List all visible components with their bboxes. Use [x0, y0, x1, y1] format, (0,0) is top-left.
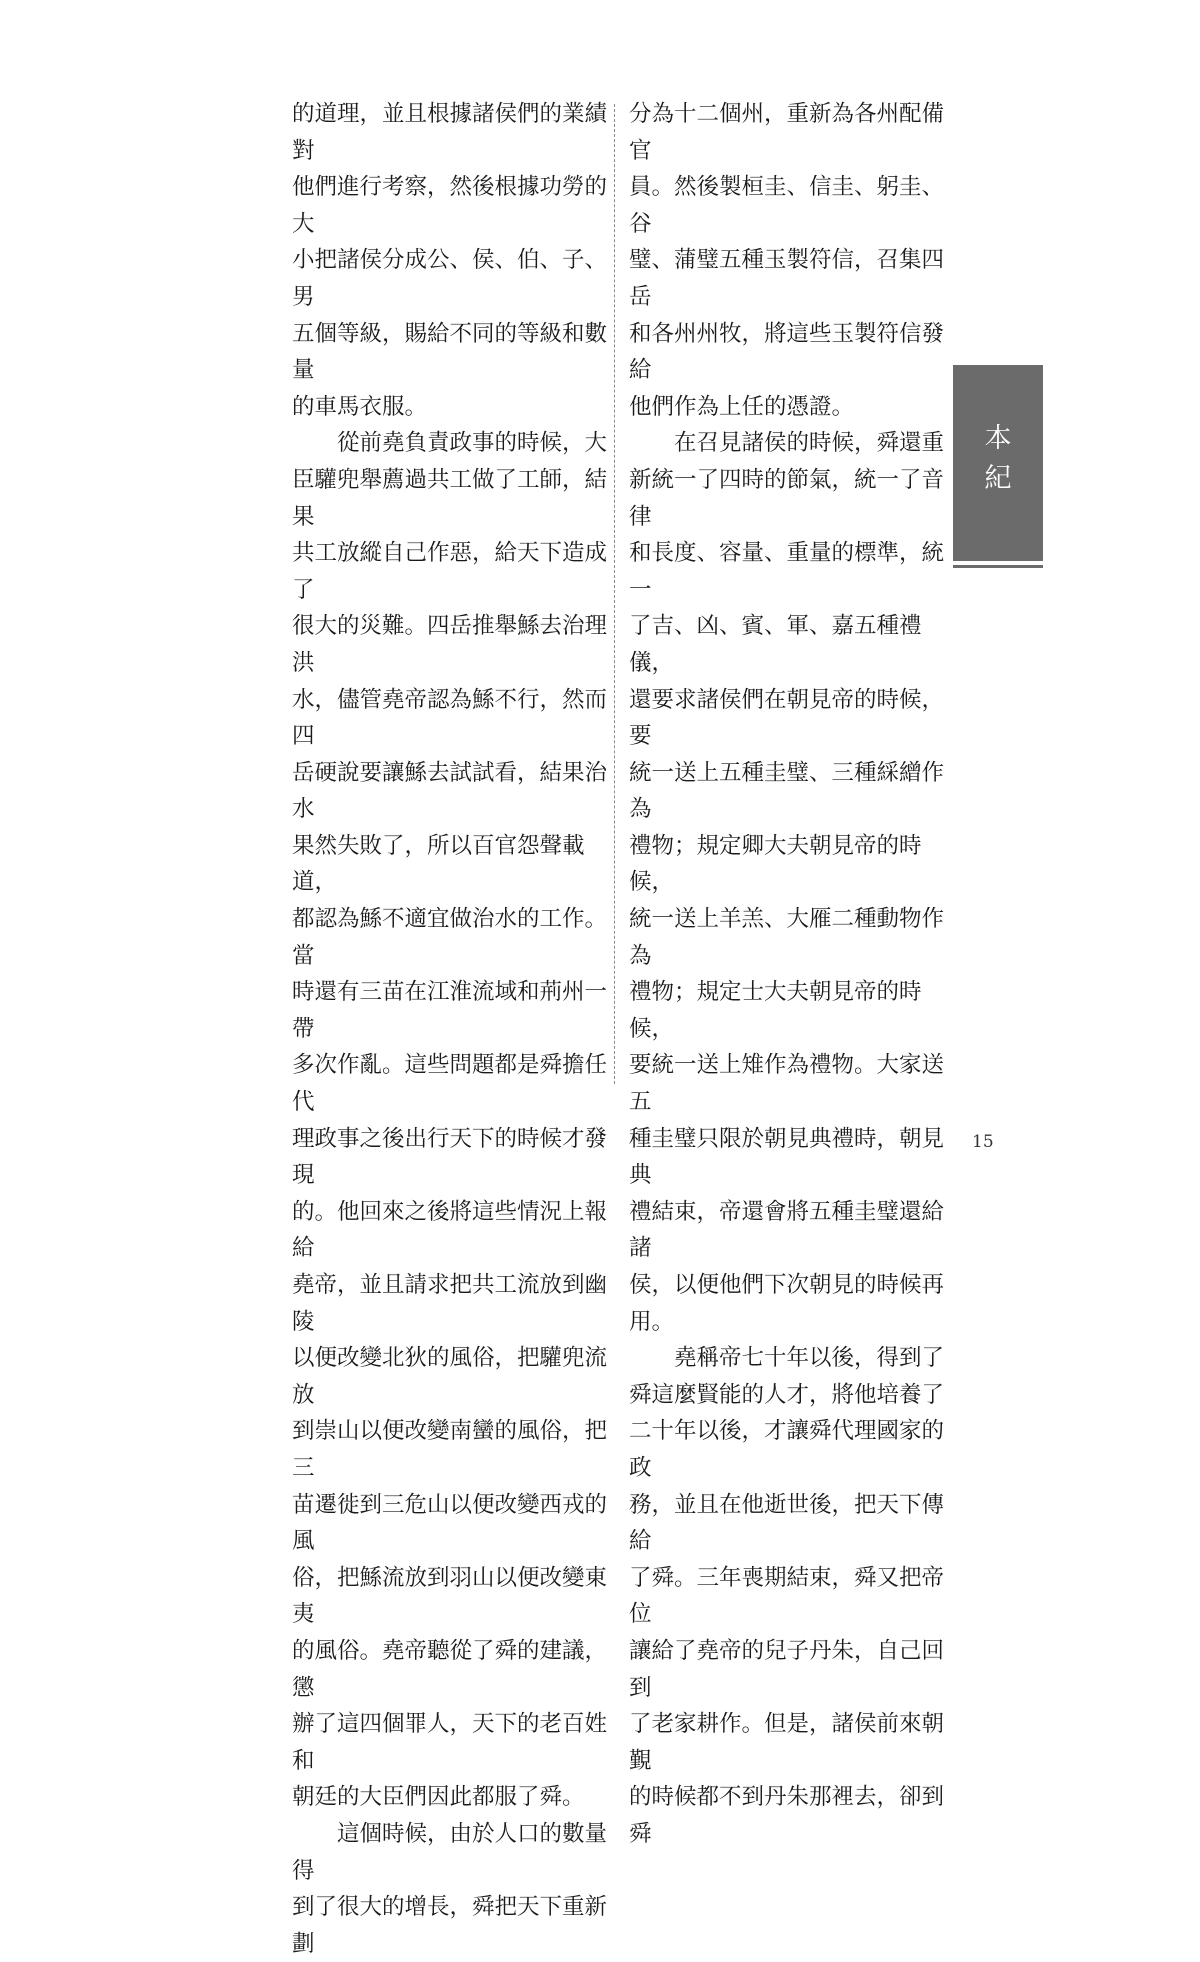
section-tab-label: 本 紀 [984, 423, 1012, 494]
section-tab-rule [953, 565, 1043, 568]
left-paragraph-1: 的道理，並且根據諸侯們的業績對 他們進行考察，然後根據功勞的大 小把諸侯分成公、侯、伯、子、男 五個等級，賜給不同的等級和數量 的車馬衣服。 [292, 101, 608, 420]
left-text-column [292, 96, 610, 1962]
right-paragraph-1: 分為十二個州，重新為各州配備官 員。然後製桓圭、信圭、躬圭、谷 璧、蒲璧五種玉製符信，召集四岳 和各州州牧，將這些玉製符信發給 他們作為上任的憑證。 [629, 101, 945, 420]
right-paragraph-3: 堯稱帝七十年以後，得到了 舜這麼賢能的人才，將他培養了 二十年以後，才讓舜代理國家的政 務，並且在他逝世後，把天下傳給 了舜。三年喪期結束，舜又把帝位 讓給了堯帝的兒子丹朱，自己回到 了老家耕作。但是，諸侯前來朝覲 的時候都不到丹朱那裡去，卻到舜 [629, 1345, 945, 1847]
left-paragraph-2: 從前堯負責政事的時候，大 臣驩兜舉薦過共工做了工師，結果 共工放縱自己作惡，給天下造成了 很大的災難。四岳推舉鯀去治理洪 水，儘管堯帝認為鯀不行，然而四 岳硬說要讓鯀去試試看，結果治水 果然失敗了，所以百官怨聲載道， 都認為鯀不適宜做治水的工作。當 時還有三苗在江淮流域和荊州一帶 多次作亂。這些問題都是舜擔任代 理政事之後出行天下的時候才發現 的。他回來之後將這些情況上報給 堯帝，並且請求把共工流放到幽陵 以便改變北狄的風俗，把驩兜流放 到崇山以便改變南蠻的風俗，把三 苗遷徙到三危山以便改變西戎的風 俗，把鯀流放到羽山以便改變東夷 的風俗。堯帝聽從了舜的建議，懲 辦了這四個罪人，天下的老百姓和 朝廷的大臣們因此都服了舜。 [292, 430, 608, 1811]
page-number: 15 [972, 1132, 994, 1152]
column-divider [614, 104, 615, 1084]
section-tab [953, 365, 1043, 561]
right-text-column [629, 96, 947, 1853]
right-paragraph-2: 在召見諸侯的時候，舜還重 新統一了四時的節氣，統一了音律 和長度、容量、重量的標準，統一 了吉、凶、賓、軍、嘉五種禮儀， 還要求諸侯們在朝見帝的時候，要 統一送上五種圭璧、三種綵繒作為 禮物；規定卿大夫朝見帝的時候， 統一送上羊羔、大雁二種動物作為 禮物；規定士大夫朝見帝的時候， 要統一送上雉作為禮物。大家送五 種圭璧只限於朝見典禮時，朝見典 禮結束，帝還會將五種圭璧還給諸 侯，以便他們下次朝見的時候再 用。 [629, 430, 945, 1335]
left-paragraph-3: 這個時候，由於人口的數量得 到了很大的增長，舜把天下重新劃 [292, 1820, 608, 1957]
